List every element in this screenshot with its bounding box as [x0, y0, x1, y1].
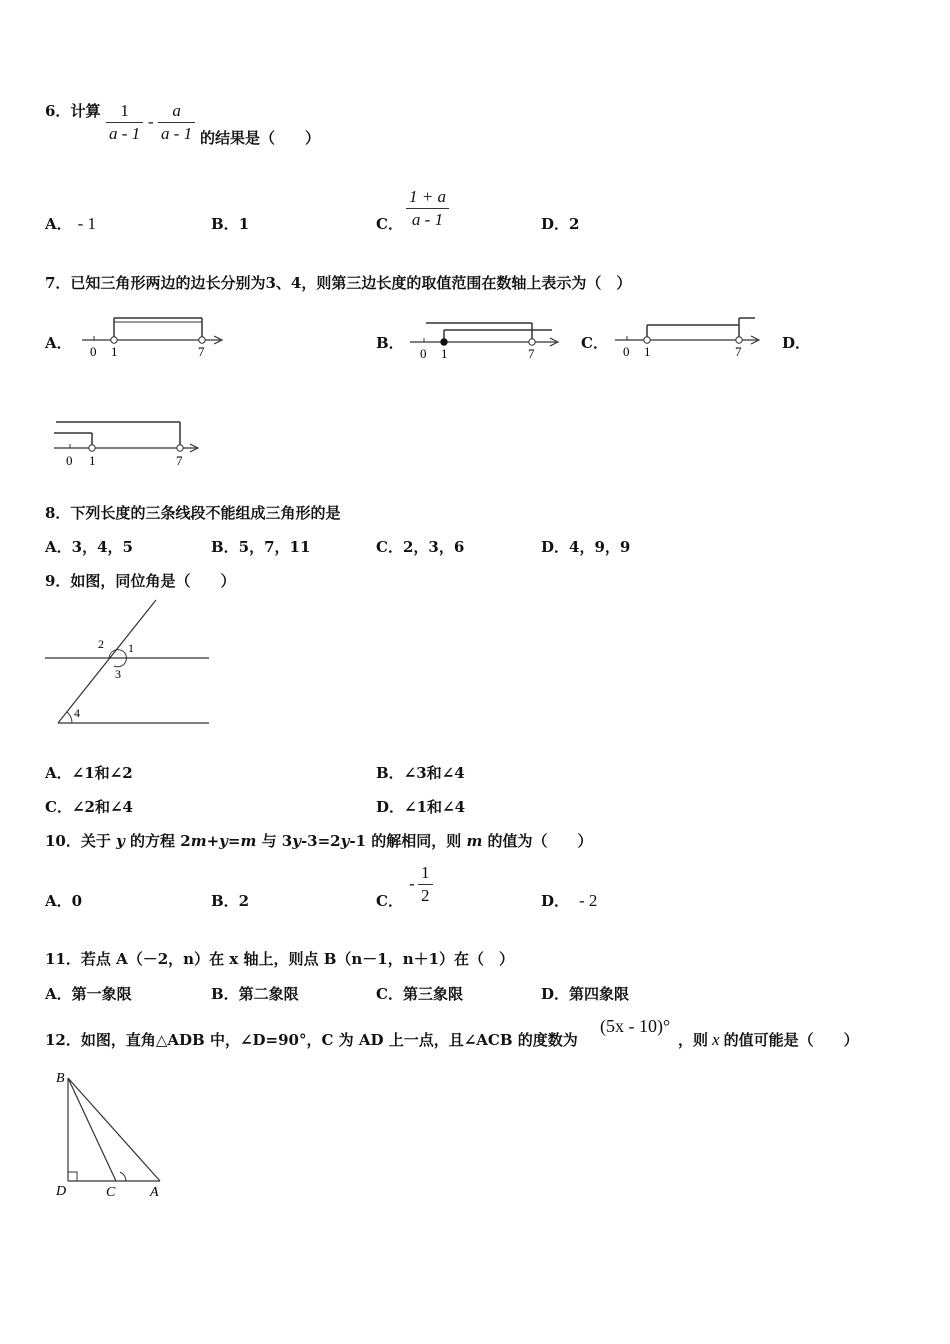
q10-text-2: 的方程 2: [124, 832, 191, 850]
q6-frac2-num: a: [158, 100, 195, 123]
q6-option-a: [45, 213, 96, 234]
q11-option-c: C．第三象限: [376, 985, 463, 1003]
q6-b-label: B．: [211, 215, 239, 233]
q9-option-a: A．∠1和∠2: [45, 764, 133, 782]
q10-text-1: 10．关于: [45, 832, 117, 850]
q10-var-y3: y: [292, 832, 301, 850]
q6-d-label: D．: [541, 215, 570, 233]
q10-option-b: B．2: [211, 892, 250, 910]
q7a-tick-1: 1: [111, 344, 118, 359]
q7b-tick-7: 7: [528, 346, 535, 361]
q7c-tick-1: 1: [644, 344, 651, 359]
q9-angle-2: 2: [98, 637, 104, 651]
q7-b-label: B．: [376, 334, 404, 352]
q10-var-y2: y: [219, 832, 228, 850]
q6-suffix: 的结果是（ ）: [200, 129, 321, 147]
q8-option-b: B．5，7，11: [211, 538, 311, 556]
q10-var-m2: m: [240, 832, 257, 850]
q6-c-num: 1 + a: [406, 186, 449, 209]
q10-text-6: -3=2: [300, 832, 341, 850]
q6-frac1-num: 1: [106, 100, 143, 123]
q12-label-d: D: [56, 1184, 67, 1199]
q12-var-x: x: [712, 1030, 720, 1049]
q10-var-y: y: [116, 832, 125, 850]
q6-c-den: a - 1: [411, 210, 444, 229]
q9-parallel-lines-figure: [42, 596, 214, 731]
q7d-tick-1: 1: [89, 453, 96, 468]
q10-option-d: [541, 890, 597, 911]
q10-option-c-label: C．: [376, 892, 403, 910]
q12-text-2: ，则: [678, 1031, 709, 1049]
q10-option-c-fraction: [418, 862, 433, 907]
q6-a-label: A．: [45, 215, 72, 233]
q12-text-2-wrap: [678, 1029, 859, 1050]
q8-option-c: C．2，3，6: [376, 538, 465, 556]
q12-label-c: C: [106, 1185, 116, 1200]
q7c-tick-7: 7: [735, 344, 742, 359]
q7b-tick-1: 1: [441, 346, 448, 361]
q10-text-7: -1 的解相同，则: [349, 832, 467, 850]
q11-stem: 11．若点 A（－2，n）在 x 轴上，则点 B（n－1，n＋1）在（ ）: [45, 950, 515, 968]
q10-option-c-sign: -: [409, 874, 415, 893]
q12-text-1: 12．如图，直角△ADB 中，∠D=90°，C 为 AD 上一点，且∠ACB 的度数为: [45, 1031, 578, 1049]
q8-option-d: D．4，9，9: [541, 538, 631, 556]
q6-option-b: [211, 213, 249, 234]
q12-right-triangle-figure: [52, 1068, 170, 1202]
q6-option-c-label: C．: [376, 215, 403, 233]
q10-text-4: =: [227, 832, 241, 850]
q10-text-5: 与 3: [256, 832, 293, 850]
q6-frac2-den: a - 1: [161, 124, 193, 143]
q12-stem: [45, 1029, 578, 1050]
q12-expression: (5x - 10)°: [600, 1016, 671, 1036]
q9-option-c: C．∠2和∠4: [45, 798, 133, 816]
q10-text-3: +: [206, 832, 220, 850]
q6-fraction-2: [158, 100, 195, 145]
q6-minus: -: [148, 112, 154, 131]
q7a-tick-7: 7: [198, 344, 205, 359]
q9-angle-3: 3: [115, 667, 121, 681]
q12-text-3: 的值可能是（ ）: [723, 1031, 859, 1049]
q8-stem: 8．下列长度的三条线段不能组成三角形的是: [45, 504, 341, 522]
question-6: [45, 100, 100, 121]
q6-frac1-den: a - 1: [109, 124, 141, 143]
q10-d-value: - 2: [579, 891, 598, 910]
q10-stem: [45, 830, 593, 851]
q7-number-line-c: [611, 312, 766, 362]
q10-d-label: D．: [541, 892, 570, 910]
q9-angle-1: 1: [128, 641, 134, 655]
q6-a-value: - 1: [77, 214, 97, 233]
q10-var-m: m: [190, 832, 207, 850]
q6-d-value: 2: [569, 215, 580, 233]
q6-prefix: 计算: [70, 102, 101, 120]
q8-option-a: A．3，4，5: [45, 538, 133, 556]
q7-number-line-a: [78, 312, 228, 362]
q10-text-8: 的值为（ ）: [482, 832, 593, 850]
q11-option-d: D．第四象限: [541, 985, 630, 1003]
q12-label-a: A: [150, 1185, 159, 1200]
q10-c-num: 1: [418, 862, 433, 885]
q6-option-c-fraction: [406, 186, 449, 231]
q10-var-m3: m: [466, 832, 483, 850]
q7-number-line-b: [406, 312, 566, 362]
q11-option-b: B．第二象限: [211, 985, 299, 1003]
q11-option-a: A．第一象限: [45, 985, 132, 1003]
q6-fraction-1: [106, 100, 143, 145]
q7d-tick-0: 0: [66, 453, 73, 468]
q7a-tick-0: 0: [90, 344, 97, 359]
q10-c-den: 2: [421, 886, 430, 905]
q7-number-line-d: [50, 414, 210, 470]
q7-stem: 7．已知三角形两边的边长分别为3、4，则第三边长度的取值范围在数轴上表示为（ ）: [45, 274, 632, 292]
q7-c-label: C．: [581, 334, 608, 352]
q7d-tick-7: 7: [176, 453, 183, 468]
q6-b-value: 1: [238, 215, 250, 233]
q10-option-a: A．0: [45, 892, 83, 910]
q9-angle-4: 4: [74, 706, 80, 720]
q6-number: 6．: [45, 102, 71, 120]
q9-option-d: D．∠1和∠4: [376, 798, 466, 816]
q6-option-d: [541, 213, 579, 234]
q7b-tick-0: 0: [420, 346, 427, 361]
q9-stem: 9．如图，同位角是（ ）: [45, 572, 236, 590]
q7c-tick-0: 0: [623, 344, 630, 359]
q7-a-label: A．: [45, 334, 72, 352]
q7-d-label: D．: [782, 334, 811, 352]
q10-var-y4: y: [340, 832, 350, 850]
q9-option-b: B．∠3和∠4: [376, 764, 465, 782]
q12-label-b: B: [56, 1071, 65, 1086]
